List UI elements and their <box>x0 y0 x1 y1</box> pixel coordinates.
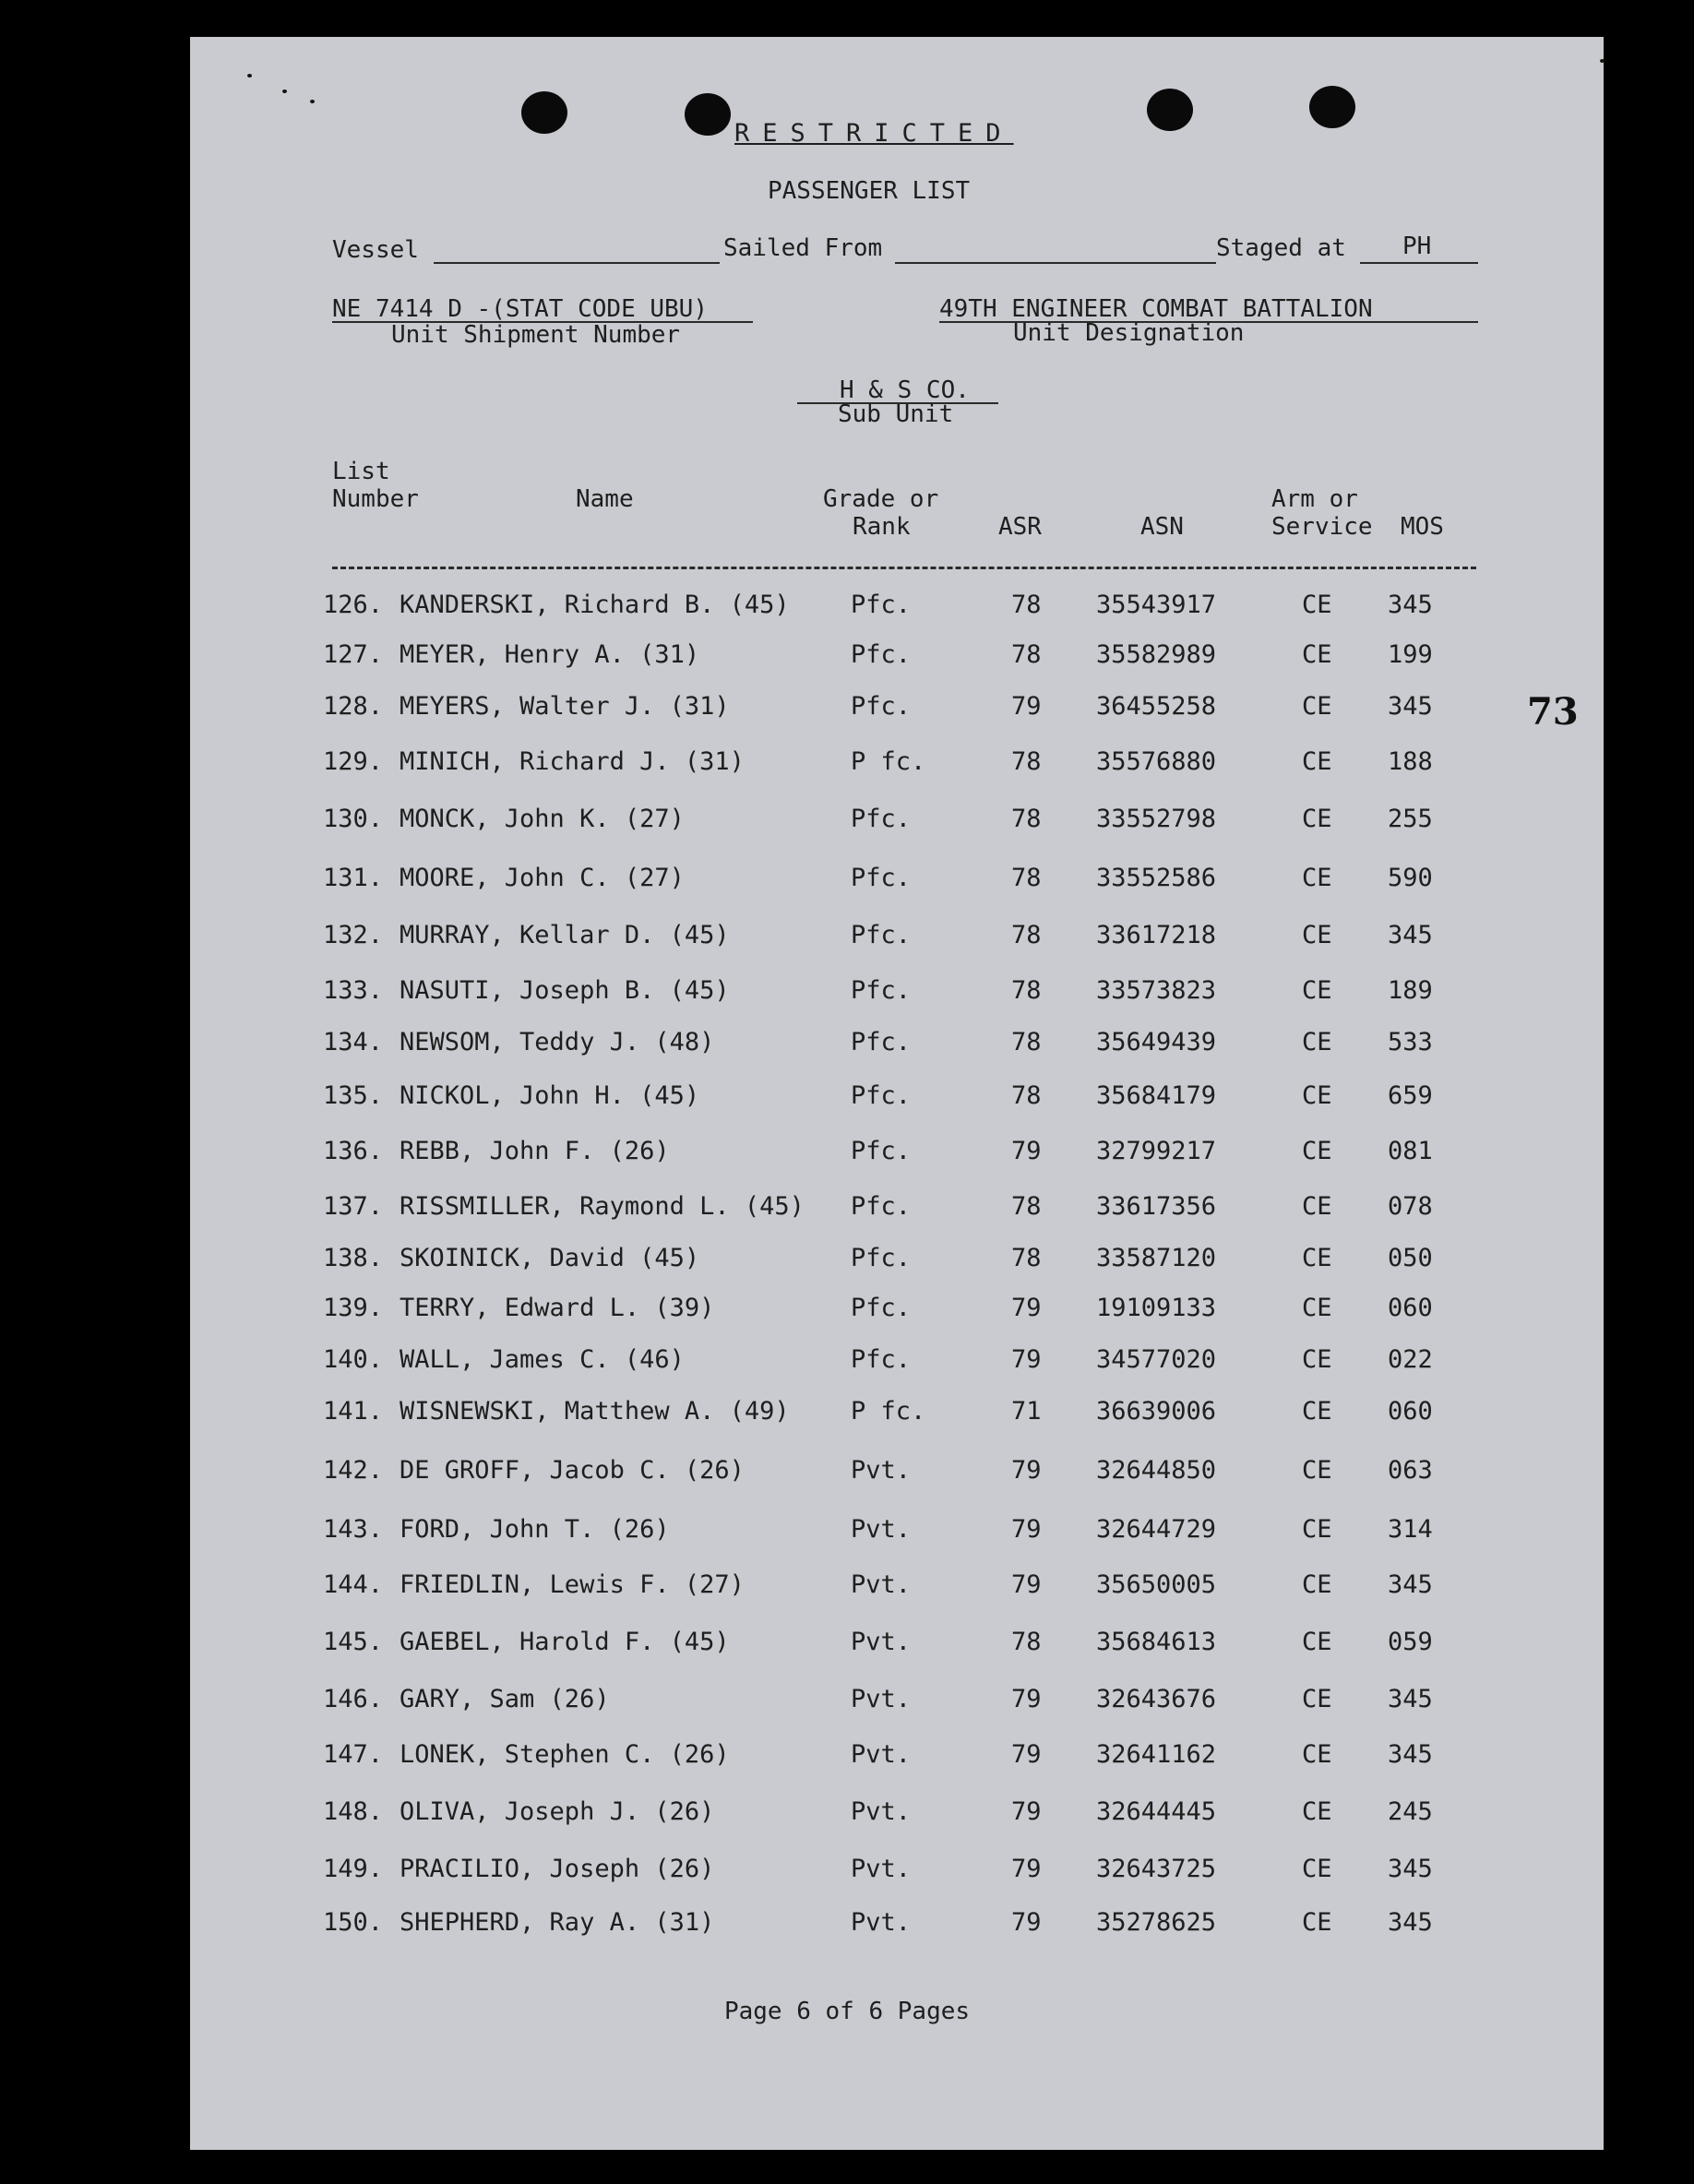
list-number: 132. <box>323 921 384 949</box>
grade: Pfc. <box>851 921 912 949</box>
asr: 78 <box>1011 1028 1042 1056</box>
sailed-from-label: Sailed From <box>723 234 883 262</box>
grade: Pfc. <box>851 1081 912 1110</box>
staged-at-value: PH <box>1402 233 1432 260</box>
mos: 189 <box>1388 976 1433 1005</box>
grade: P fc. <box>851 1397 926 1426</box>
asn: 33617356 <box>1096 1192 1217 1221</box>
passenger-name: REBB, John F. (26) <box>400 1137 670 1165</box>
list-number: 148. <box>323 1797 384 1826</box>
asr: 78 <box>1011 805 1042 833</box>
mos: 314 <box>1388 1515 1433 1544</box>
asn: 32643676 <box>1096 1685 1217 1713</box>
mos: 345 <box>1388 591 1433 619</box>
grade: Pfc. <box>851 864 912 892</box>
col-asr: ASR <box>998 513 1042 541</box>
grade: Pvt. <box>851 1740 912 1769</box>
list-number: 137. <box>323 1192 384 1221</box>
asr: 71 <box>1011 1397 1042 1426</box>
mos: 022 <box>1388 1345 1433 1374</box>
table-row <box>0 1294 1694 1331</box>
grade: Pfc. <box>851 692 912 721</box>
ink-speck <box>247 74 252 78</box>
table-row <box>0 1570 1694 1607</box>
ink-speck <box>1600 59 1605 63</box>
asr: 79 <box>1011 1345 1042 1374</box>
table-row <box>0 1628 1694 1665</box>
passenger-name: PRACILIO, Joseph (26) <box>400 1855 715 1883</box>
grade: Pvt. <box>851 1515 912 1544</box>
mos: 078 <box>1388 1192 1433 1221</box>
asr: 78 <box>1011 640 1042 669</box>
table-row <box>0 976 1694 1013</box>
passenger-name: SHEPHERD, Ray A. (31) <box>400 1908 715 1937</box>
unit-shipment-number: NE 7414 D -(STAT CODE UBU) <box>332 295 708 323</box>
mos: 188 <box>1388 747 1433 776</box>
asn: 32644850 <box>1096 1456 1217 1485</box>
asn: 34577020 <box>1096 1345 1217 1374</box>
col-arm-2: Service <box>1271 513 1373 541</box>
passenger-name: MINICH, Richard J. (31) <box>400 747 745 776</box>
grade: Pfc. <box>851 1345 912 1374</box>
asr: 79 <box>1011 1294 1042 1322</box>
grade: Pfc. <box>851 1137 912 1165</box>
classification-marking: RESTRICTED <box>734 119 1014 148</box>
vessel-label: Vessel <box>332 236 419 264</box>
arm-service: CE <box>1302 640 1332 669</box>
list-number: 133. <box>323 976 384 1005</box>
arm-service: CE <box>1302 1515 1332 1544</box>
passenger-name: RISSMILLER, Raymond L. (45) <box>400 1192 805 1221</box>
arm-service: CE <box>1302 805 1332 833</box>
sub-unit-label: Sub Unit <box>838 400 954 428</box>
asn: 33573823 <box>1096 976 1217 1005</box>
asn: 33617218 <box>1096 921 1217 949</box>
col-name: Name <box>576 485 634 513</box>
list-number: 144. <box>323 1570 384 1599</box>
list-number: 130. <box>323 805 384 833</box>
asr: 79 <box>1011 1570 1042 1599</box>
table-row <box>0 1855 1694 1892</box>
asn: 33552798 <box>1096 805 1217 833</box>
asn: 35650005 <box>1096 1570 1217 1599</box>
asr: 79 <box>1011 1855 1042 1883</box>
vessel-field <box>434 262 720 264</box>
mos: 255 <box>1388 805 1433 833</box>
ink-speck <box>282 90 287 93</box>
header-rule <box>332 567 1476 569</box>
mos: 050 <box>1388 1244 1433 1272</box>
list-number: 136. <box>323 1137 384 1165</box>
asr: 78 <box>1011 747 1042 776</box>
mos: 590 <box>1388 864 1433 892</box>
col-list-number: List <box>332 458 390 485</box>
list-number: 128. <box>323 692 384 721</box>
mos: 345 <box>1388 1908 1433 1937</box>
asn: 35278625 <box>1096 1908 1217 1937</box>
table-row <box>0 1137 1694 1174</box>
asr: 78 <box>1011 976 1042 1005</box>
asr: 79 <box>1011 1137 1042 1165</box>
grade: Pvt. <box>851 1456 912 1485</box>
mos: 345 <box>1388 1685 1433 1713</box>
grade: Pfc. <box>851 1028 912 1056</box>
table-row <box>0 1192 1694 1229</box>
mos: 199 <box>1388 640 1433 669</box>
arm-service: CE <box>1302 1685 1332 1713</box>
table-row <box>0 1081 1694 1118</box>
col-grade-2: Rank <box>853 513 911 541</box>
arm-service: CE <box>1302 591 1332 619</box>
passenger-name: GAEBEL, Harold F. (45) <box>400 1628 730 1656</box>
list-number: 135. <box>323 1081 384 1110</box>
grade: Pvt. <box>851 1570 912 1599</box>
mos: 081 <box>1388 1137 1433 1165</box>
mos: 245 <box>1388 1797 1433 1826</box>
arm-service: CE <box>1302 1397 1332 1426</box>
col-asn: ASN <box>1140 513 1184 541</box>
list-number: 139. <box>323 1294 384 1322</box>
table-row <box>0 1028 1694 1065</box>
asr: 78 <box>1011 864 1042 892</box>
table-row <box>0 1740 1694 1777</box>
staged-at-label: Staged at <box>1216 234 1346 262</box>
page-stamp-number: 73 <box>1527 690 1579 734</box>
asn: 35649439 <box>1096 1028 1217 1056</box>
passenger-name: SKOINICK, David (45) <box>400 1244 700 1272</box>
table-row <box>0 591 1694 627</box>
asn: 35582989 <box>1096 640 1217 669</box>
mos: 060 <box>1388 1397 1433 1426</box>
arm-service: CE <box>1302 1456 1332 1485</box>
list-number: 126. <box>323 591 384 619</box>
table-row <box>0 1345 1694 1382</box>
passenger-name: NICKOL, John H. (45) <box>400 1081 700 1110</box>
asr: 79 <box>1011 1740 1042 1769</box>
asn: 35684613 <box>1096 1628 1217 1656</box>
grade: Pvt. <box>851 1908 912 1937</box>
passenger-name: LONEK, Stephen C. (26) <box>400 1740 730 1769</box>
list-number: 149. <box>323 1855 384 1883</box>
asn: 33552586 <box>1096 864 1217 892</box>
staged-at-field <box>1360 262 1478 264</box>
table-row <box>0 1244 1694 1281</box>
punch-hole-3 <box>1147 89 1193 131</box>
grade: Pfc. <box>851 805 912 833</box>
unit-designation-label: Unit Designation <box>1013 319 1245 347</box>
grade: Pvt. <box>851 1797 912 1826</box>
list-number: 129. <box>323 747 384 776</box>
passenger-name: NASUTI, Joseph B. (45) <box>400 976 730 1005</box>
passenger-name: KANDERSKI, Richard B. (45) <box>400 591 790 619</box>
grade: P fc. <box>851 747 926 776</box>
mos: 345 <box>1388 1570 1433 1599</box>
table-row <box>0 1797 1694 1834</box>
arm-service: CE <box>1302 1570 1332 1599</box>
list-number: 127. <box>323 640 384 669</box>
asn: 35543917 <box>1096 591 1217 619</box>
grade: Pfc. <box>851 1192 912 1221</box>
list-number: 143. <box>323 1515 384 1544</box>
col-mos: MOS <box>1401 513 1444 541</box>
table-row <box>0 640 1694 677</box>
mos: 345 <box>1388 692 1433 721</box>
list-number: 142. <box>323 1456 384 1485</box>
mos: 533 <box>1388 1028 1433 1056</box>
list-number: 140. <box>323 1345 384 1374</box>
table-row <box>0 1397 1694 1434</box>
list-number: 150. <box>323 1908 384 1937</box>
list-number: 138. <box>323 1244 384 1272</box>
list-number: 147. <box>323 1740 384 1769</box>
asr: 78 <box>1011 1192 1042 1221</box>
mos: 063 <box>1388 1456 1433 1485</box>
arm-service: CE <box>1302 1294 1332 1322</box>
table-row <box>0 1685 1694 1722</box>
passenger-name: MOORE, John C. (27) <box>400 864 685 892</box>
mos: 345 <box>1388 921 1433 949</box>
col-arm: Arm or <box>1271 485 1358 513</box>
passenger-name: FORD, John T. (26) <box>400 1515 670 1544</box>
passenger-name: MONCK, John K. (27) <box>400 805 685 833</box>
asn: 32641162 <box>1096 1740 1217 1769</box>
grade: Pvt. <box>851 1855 912 1883</box>
mos: 059 <box>1388 1628 1433 1656</box>
table-row <box>0 921 1694 958</box>
asn: 19109133 <box>1096 1294 1217 1322</box>
passenger-name: TERRY, Edward L. (39) <box>400 1294 715 1322</box>
arm-service: CE <box>1302 1740 1332 1769</box>
passenger-name: OLIVA, Joseph J. (26) <box>400 1797 715 1826</box>
grade: Pfc. <box>851 1244 912 1272</box>
mos: 659 <box>1388 1081 1433 1110</box>
list-number: 141. <box>323 1397 384 1426</box>
punch-hole-1 <box>521 91 567 134</box>
passenger-name: WISNEWSKI, Matthew A. (49) <box>400 1397 790 1426</box>
ink-speck <box>310 100 315 103</box>
arm-service: CE <box>1302 1628 1332 1656</box>
sailed-from-field <box>895 262 1216 264</box>
asn: 32644445 <box>1096 1797 1217 1826</box>
grade: Pvt. <box>851 1628 912 1656</box>
table-row <box>0 1515 1694 1552</box>
asn: 33587120 <box>1096 1244 1217 1272</box>
asr: 79 <box>1011 692 1042 721</box>
grade: Pfc. <box>851 640 912 669</box>
asr: 79 <box>1011 1685 1042 1713</box>
passenger-name: DE GROFF, Jacob C. (26) <box>400 1456 745 1485</box>
punch-hole-4 <box>1309 86 1355 128</box>
asn: 36639006 <box>1096 1397 1217 1426</box>
arm-service: CE <box>1302 1028 1332 1056</box>
arm-service: CE <box>1302 976 1332 1005</box>
mos: 060 <box>1388 1294 1433 1322</box>
arm-service: CE <box>1302 921 1332 949</box>
mos: 345 <box>1388 1855 1433 1883</box>
list-number: 131. <box>323 864 384 892</box>
arm-service: CE <box>1302 692 1332 721</box>
arm-service: CE <box>1302 1855 1332 1883</box>
asr: 78 <box>1011 921 1042 949</box>
arm-service: CE <box>1302 1908 1332 1937</box>
grade: Pfc. <box>851 1294 912 1322</box>
mos: 345 <box>1388 1740 1433 1769</box>
asn: 32799217 <box>1096 1137 1217 1165</box>
list-number: 145. <box>323 1628 384 1656</box>
unit-shipment-label: Unit Shipment Number <box>391 321 681 349</box>
table-row <box>0 805 1694 841</box>
passenger-name: MEYERS, Walter J. (31) <box>400 692 730 721</box>
asr: 79 <box>1011 1456 1042 1485</box>
page-footer: Page 6 of 6 Pages <box>723 1998 971 2025</box>
passenger-name: NEWSOM, Teddy J. (48) <box>400 1028 715 1056</box>
arm-service: CE <box>1302 1137 1332 1165</box>
asn: 35576880 <box>1096 747 1217 776</box>
table-row <box>0 747 1694 784</box>
grade: Pfc. <box>851 976 912 1005</box>
table-row <box>0 1908 1694 1945</box>
list-number: 134. <box>323 1028 384 1056</box>
asr: 78 <box>1011 1081 1042 1110</box>
unit-designation: 49TH ENGINEER COMBAT BATTALION <box>939 295 1373 323</box>
asn: 36455258 <box>1096 692 1217 721</box>
sub-unit: H & S CO. <box>840 376 970 404</box>
arm-service: CE <box>1302 1244 1332 1272</box>
passenger-name: GARY, Sam (26) <box>400 1685 610 1713</box>
asr: 79 <box>1011 1797 1042 1826</box>
asr: 79 <box>1011 1908 1042 1937</box>
grade: Pfc. <box>851 591 912 619</box>
arm-service: CE <box>1302 1345 1332 1374</box>
asr: 78 <box>1011 1628 1042 1656</box>
arm-service: CE <box>1302 1797 1332 1826</box>
table-row <box>0 1456 1694 1493</box>
asn: 32644729 <box>1096 1515 1217 1544</box>
passenger-name: MURRAY, Kellar D. (45) <box>400 921 730 949</box>
asr: 78 <box>1011 591 1042 619</box>
passenger-name: FRIEDLIN, Lewis F. (27) <box>400 1570 745 1599</box>
asr: 79 <box>1011 1515 1042 1544</box>
grade: Pvt. <box>851 1685 912 1713</box>
table-row <box>0 692 1694 729</box>
asr: 78 <box>1011 1244 1042 1272</box>
arm-service: CE <box>1302 747 1332 776</box>
document-title: PASSENGER LIST <box>768 177 971 205</box>
table-row <box>0 864 1694 901</box>
asn: 35684179 <box>1096 1081 1217 1110</box>
passenger-name: MEYER, Henry A. (31) <box>400 640 700 669</box>
col-grade: Grade or <box>823 485 939 513</box>
arm-service: CE <box>1302 1192 1332 1221</box>
asn: 32643725 <box>1096 1855 1217 1883</box>
arm-service: CE <box>1302 864 1332 892</box>
passenger-name: WALL, James C. (46) <box>400 1345 685 1374</box>
punch-hole-2 <box>685 93 731 136</box>
list-number: 146. <box>323 1685 384 1713</box>
arm-service: CE <box>1302 1081 1332 1110</box>
col-list-number-2: Number <box>332 485 419 513</box>
